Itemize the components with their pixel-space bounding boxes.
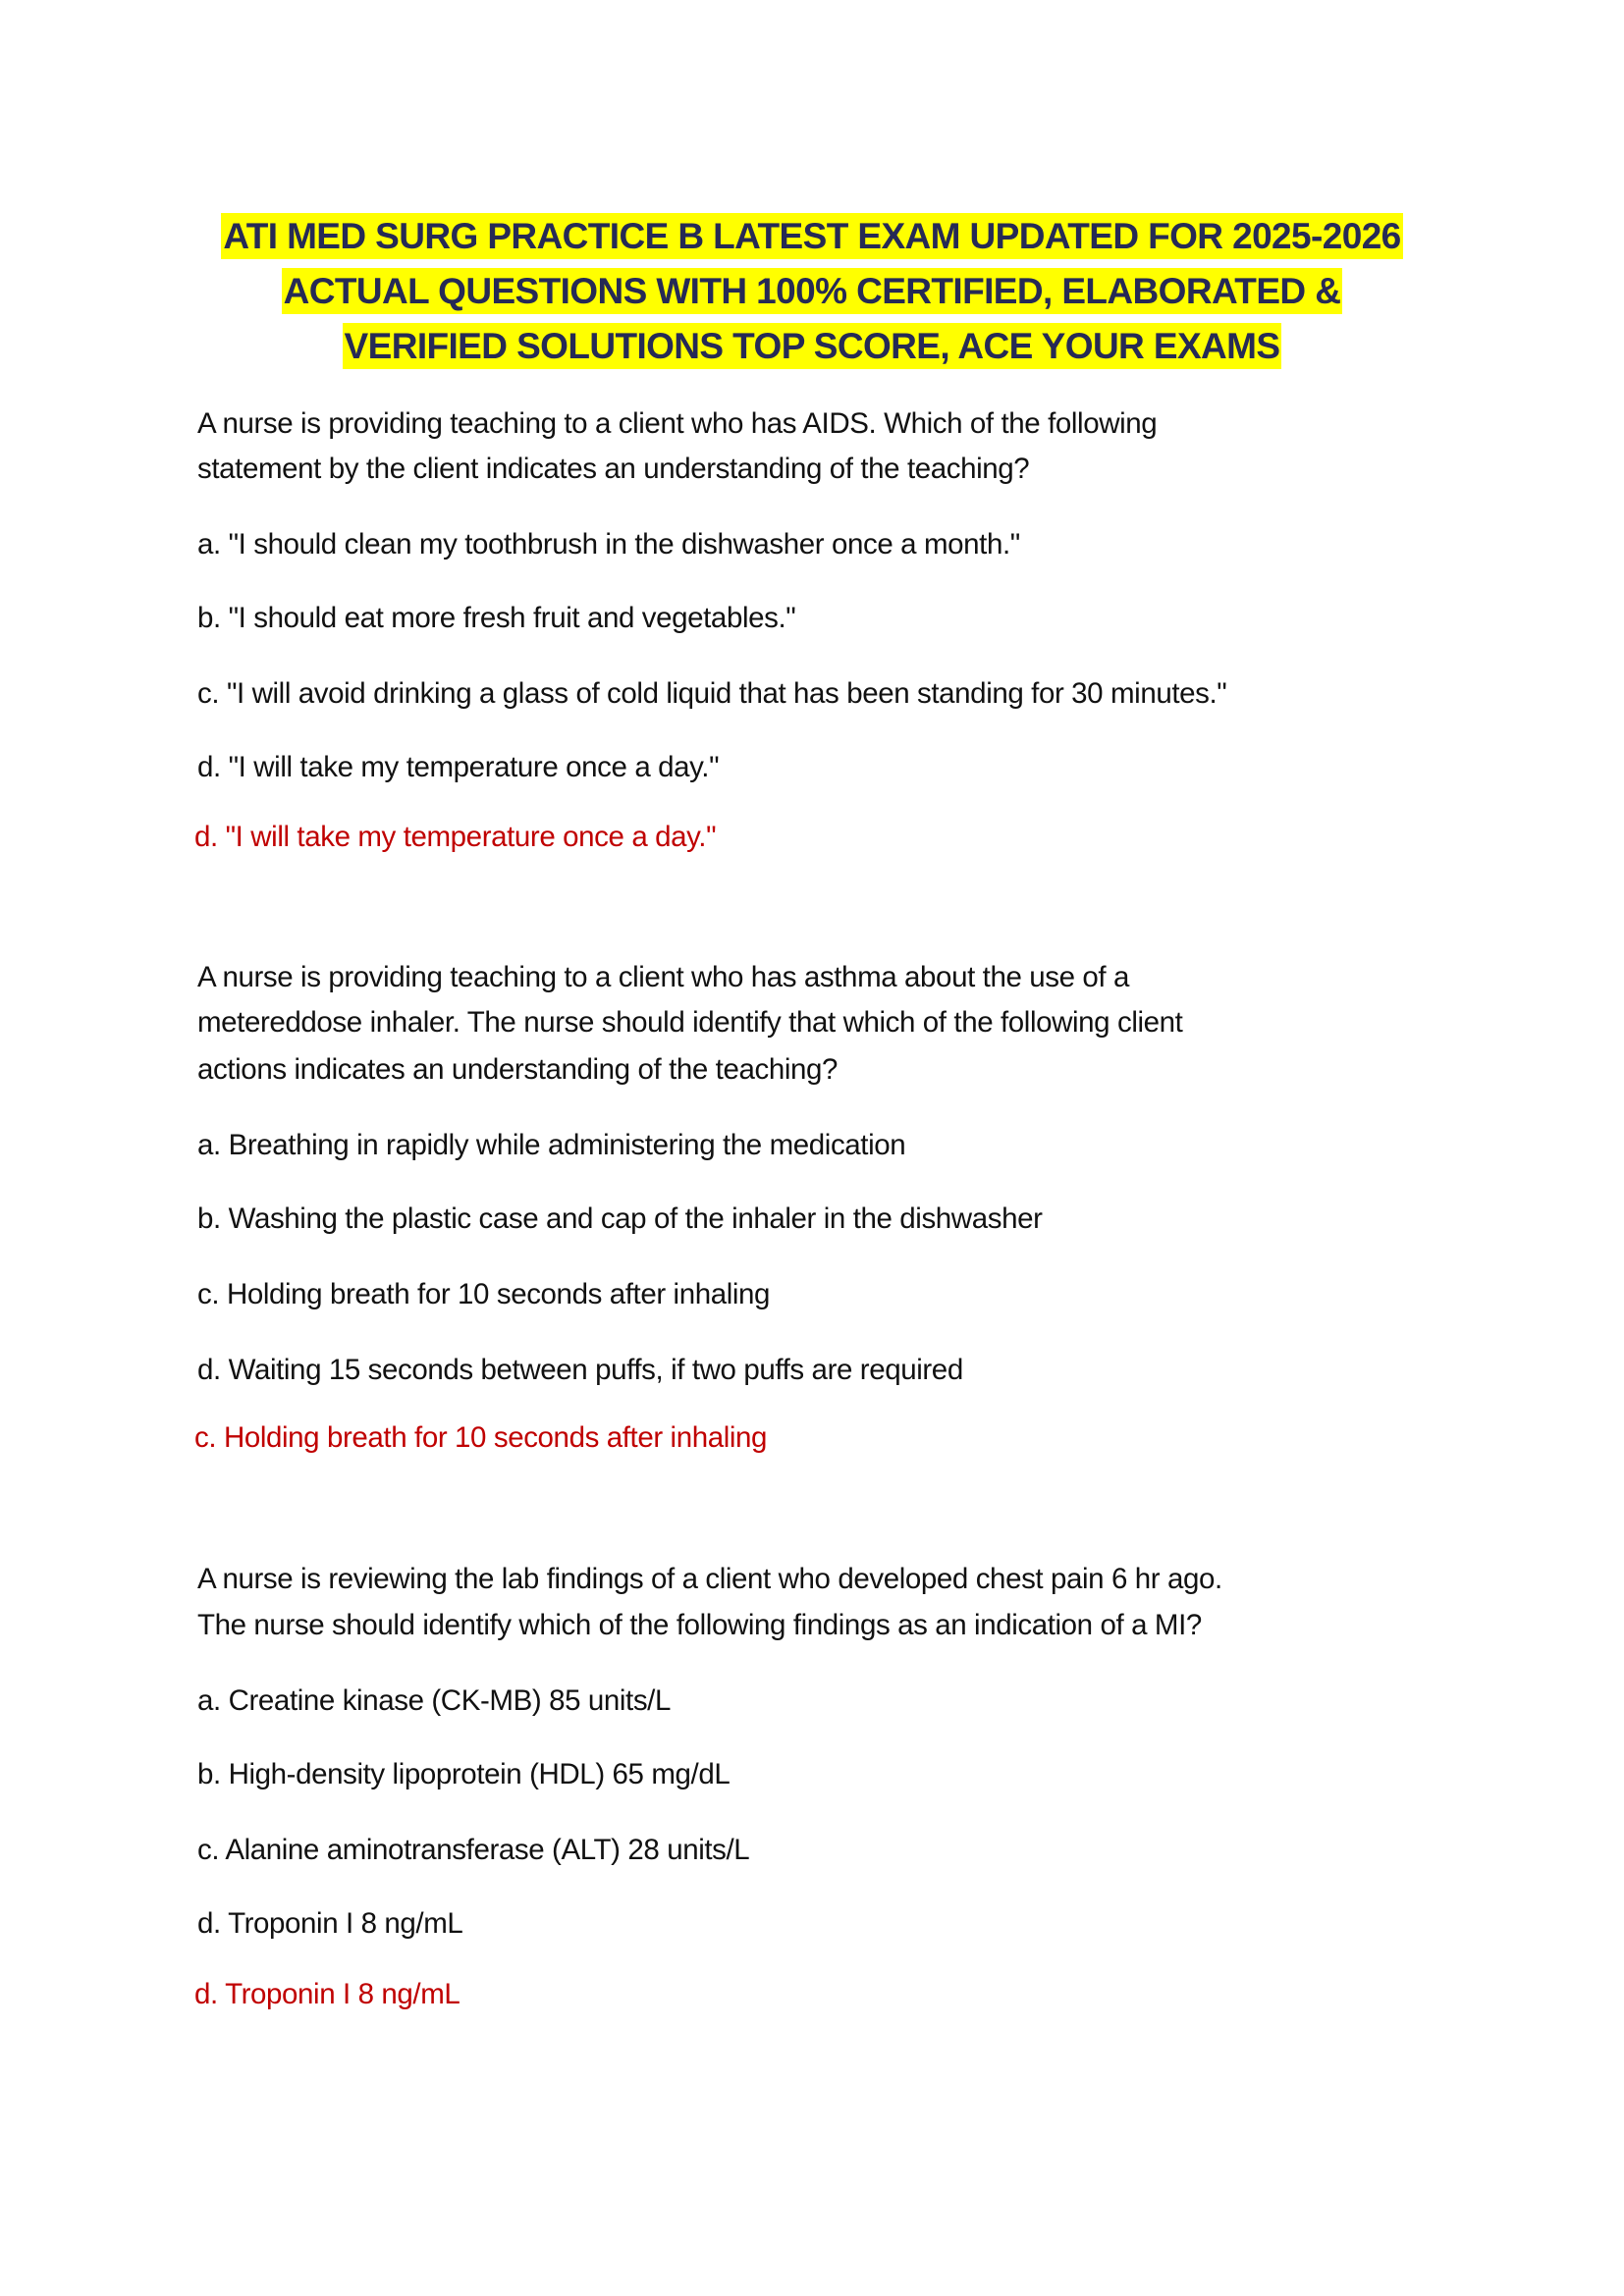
- question-3-stem: A nurse is reviewing the lab findings of a client who developed chest pain 6 hr ago.: [197, 1563, 1222, 1595]
- document-title-line-2: [0, 271, 1624, 312]
- question-2-stem: metereddose inhaler. The nurse should identify that which of the following client: [197, 1006, 1183, 1039]
- question-3-option-a: a. Creatine kinase (CK-MB) 85 units/L: [197, 1684, 671, 1717]
- question-1-option-b: b. "I should eat more fresh fruit and vegetables.": [197, 602, 796, 634]
- question-2-option-a: a. Breathing in rapidly while administering the medication: [197, 1129, 906, 1161]
- document-title-line-1: [0, 216, 1624, 257]
- question-2-answer: c. Holding breath for 10 seconds after inhaling: [194, 1421, 768, 1454]
- question-1-answer: d. "I will take my temperature once a day.": [194, 821, 717, 853]
- question-3-option-b: b. High-density lipoprotein (HDL) 65 mg/dL: [197, 1758, 731, 1790]
- question-2-option-d: d. Waiting 15 seconds between puffs, if two puffs are required: [197, 1354, 963, 1386]
- title-text: ACTUAL QUESTIONS WITH 100% CERTIFIED, ELABORATED &: [282, 268, 1343, 314]
- document-title-line-3: [0, 326, 1624, 367]
- question-1-stem: A nurse is providing teaching to a client who has AIDS. Which of the following: [197, 407, 1158, 440]
- question-3-stem: The nurse should identify which of the following findings as an indication of a MI?: [197, 1609, 1202, 1641]
- question-2-stem: actions indicates an understanding of the teaching?: [197, 1053, 839, 1086]
- question-2-option-b: b. Washing the plastic case and cap of the inhaler in the dishwasher: [197, 1202, 1043, 1235]
- question-1-option-c: c. "I will avoid drinking a glass of cold liquid that has been standing for 30 minutes.": [197, 677, 1227, 710]
- title-text: VERIFIED SOLUTIONS TOP SCORE, ACE YOUR EXAMS: [343, 323, 1282, 369]
- question-2-option-c: c. Holding breath for 10 seconds after inhaling: [197, 1278, 771, 1310]
- question-3-option-c: c. Alanine aminotransferase (ALT) 28 units/L: [197, 1834, 750, 1866]
- question-3-option-d: d. Troponin I 8 ng/mL: [197, 1907, 463, 1940]
- question-1-option-a: a. "I should clean my toothbrush in the dishwasher once a month.": [197, 528, 1020, 561]
- question-2-stem: A nurse is providing teaching to a client who has asthma about the use of a: [197, 961, 1130, 993]
- question-1-option-d: d. "I will take my temperature once a day.": [197, 751, 720, 783]
- title-text: ATI MED SURG PRACTICE B LATEST EXAM UPDATED FOR 2025-2026: [221, 213, 1402, 259]
- question-1-stem: statement by the client indicates an understanding of the teaching?: [197, 453, 1030, 485]
- question-3-answer: d. Troponin I 8 ng/mL: [194, 1978, 460, 2010]
